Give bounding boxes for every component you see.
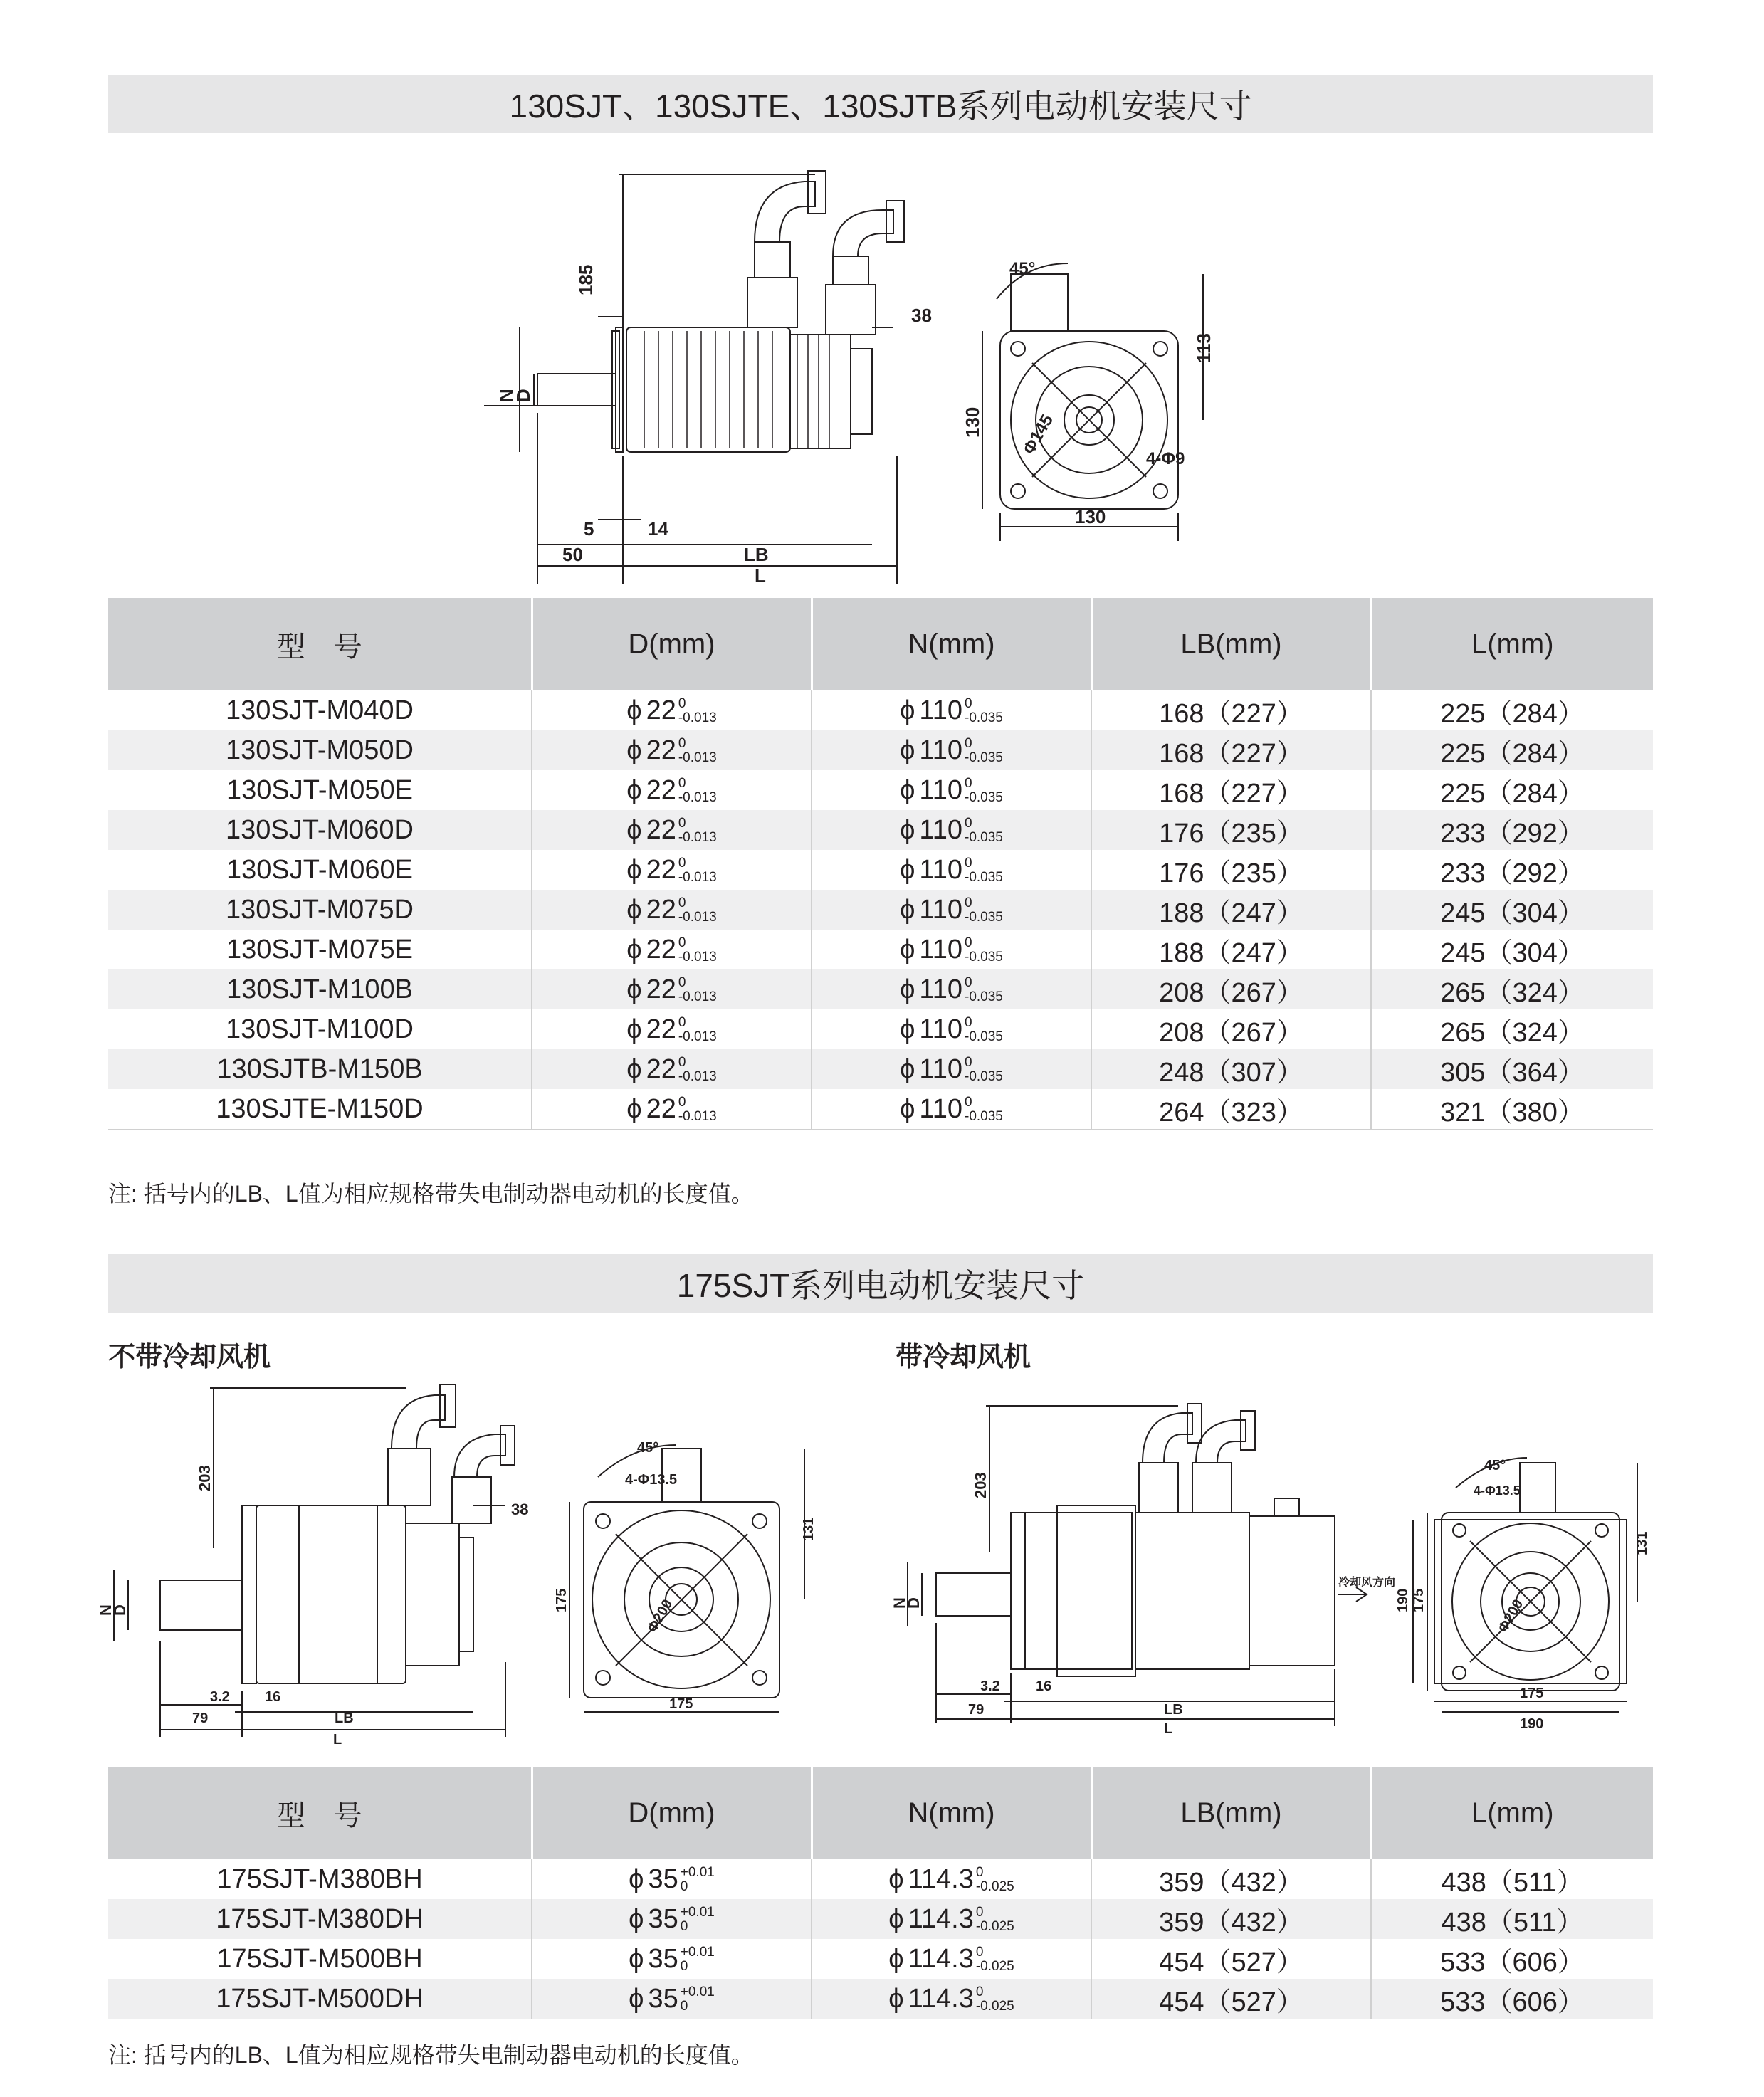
d-value: 35 xyxy=(648,1903,678,1934)
dim-L: L xyxy=(333,1732,342,1748)
dim-175-width: 175 xyxy=(1520,1686,1544,1701)
dim-190-height: 190 xyxy=(1395,1588,1411,1612)
cell-model: 130SJT-M060E xyxy=(108,850,532,890)
d-upper-tol: 0 xyxy=(678,856,686,871)
dim-4-phi9: 4-Φ9 xyxy=(1146,449,1185,468)
cell-d: ϕ 22 0 -0.013 xyxy=(532,730,812,770)
dim-79: 79 xyxy=(192,1710,209,1726)
n-lower-tol: -0.035 xyxy=(965,910,1003,925)
cell-d: ϕ 22 0 -0.013 xyxy=(532,850,812,890)
section2-title: 175SJT系列电动机安装尺寸 xyxy=(108,1254,1653,1313)
cell-d: ϕ 35 +0.01 0 xyxy=(532,1859,812,1899)
table-row xyxy=(108,770,1653,810)
table-row xyxy=(108,810,1653,850)
cell-l: 321（380） xyxy=(1371,1089,1653,1130)
n-lower-tol: -0.035 xyxy=(965,950,1003,965)
cell-lb: 248（307） xyxy=(1091,1049,1371,1089)
d-lower-tol: 0 xyxy=(680,1999,688,2014)
dim-D: D xyxy=(111,1604,129,1616)
table-header xyxy=(108,598,1653,690)
cell-n: ϕ 110 0 -0.035 xyxy=(812,850,1091,890)
cell-model: 130SJT-M100B xyxy=(108,969,532,1009)
cell-l: 265（324） xyxy=(1440,1017,1585,1048)
n-upper-tol: 0 xyxy=(975,1905,984,1920)
section1-note: 注: 括号内的LB、L值为相应规格带失电制动器电动机的长度值。 xyxy=(108,1181,754,1207)
dim-phi200: Φ200 xyxy=(644,1597,676,1636)
table-row xyxy=(108,1859,1653,1899)
d-lower-tol: -0.013 xyxy=(678,910,717,925)
d-upper-tol: 0 xyxy=(678,1015,686,1031)
cell-l: 233（292） xyxy=(1371,810,1653,850)
n-lower-tol: -0.035 xyxy=(965,870,1003,885)
dim-131: 131 xyxy=(801,1517,817,1541)
cell-n: ϕ 114.3 0 -0.025 xyxy=(812,1899,1091,1939)
n-upper-tol: 0 xyxy=(965,1095,972,1110)
header-n: N(mm) xyxy=(812,598,1091,690)
n-value: 110 xyxy=(919,974,962,1004)
d-upper-tol: +0.01 xyxy=(680,1945,715,1960)
n-upper-tol: 0 xyxy=(965,935,972,951)
n-upper-tol: 0 xyxy=(965,895,972,911)
dim-50: 50 xyxy=(562,544,583,565)
header-lb: LB(mm) xyxy=(1091,598,1371,690)
cell-model: 130SJT-M075E xyxy=(108,930,532,969)
n-value: 110 xyxy=(919,934,962,965)
dim-203: 203 xyxy=(196,1465,214,1491)
dim-LB: LB xyxy=(335,1710,354,1726)
d-lower-tol: -0.013 xyxy=(678,750,717,766)
n-lower-tol: -0.035 xyxy=(965,1029,1003,1045)
table-row xyxy=(108,850,1653,890)
dim-16: 16 xyxy=(1036,1678,1052,1694)
n-value: 114.3 xyxy=(908,1864,974,1894)
n-value: 110 xyxy=(919,774,962,805)
cell-model: 130SJT-M050E xyxy=(108,770,532,810)
cell-l: 438（511） xyxy=(1371,1899,1653,1939)
dim-130-width: 130 xyxy=(1075,506,1106,527)
header-n: N(mm) xyxy=(812,1767,1091,1859)
cell-lb: 454（527） xyxy=(1091,1979,1371,2019)
n-value: 110 xyxy=(919,854,962,885)
cell-d: ϕ 22 0 -0.013 xyxy=(532,1049,812,1089)
d-lower-tol: 0 xyxy=(680,1959,688,1975)
cell-lb: 168（227） xyxy=(1091,770,1371,810)
table-130-series xyxy=(108,598,1653,1130)
dim-4-phi13-5: 4-Φ13.5 xyxy=(1474,1483,1521,1498)
cell-l: 438（511） xyxy=(1441,1867,1584,1898)
table-row xyxy=(108,890,1653,930)
n-upper-tol: 0 xyxy=(975,1945,984,1960)
d-upper-tol: 0 xyxy=(678,935,686,951)
cell-n: ϕ 110 0 -0.035 xyxy=(812,690,1091,730)
d-value: 22 xyxy=(646,934,676,965)
d-upper-tol: 0 xyxy=(678,776,686,792)
n-value: 110 xyxy=(919,1053,962,1084)
table-row xyxy=(108,1049,1653,1089)
cell-l: 233（292） xyxy=(1440,858,1585,888)
cell-d: ϕ 35 +0.01 0 xyxy=(532,1979,812,2019)
d-value: 22 xyxy=(646,974,676,1004)
table-row xyxy=(108,930,1653,969)
d-value: 22 xyxy=(646,1014,676,1044)
drawing-175-with-fan xyxy=(893,1395,1648,1737)
n-value: 110 xyxy=(919,1014,962,1044)
table-row xyxy=(108,1899,1653,1939)
cell-l: 245（304） xyxy=(1440,937,1585,968)
cell-n: ϕ 110 0 -0.035 xyxy=(812,930,1091,969)
drawing-175-without-fan xyxy=(97,1377,819,1748)
dim-45deg: 45° xyxy=(1009,259,1036,278)
n-lower-tol: -0.035 xyxy=(965,1069,1003,1085)
cell-d: ϕ 22 0 -0.013 xyxy=(532,770,812,810)
cell-model: 130SJT-M040D xyxy=(108,690,532,730)
d-lower-tol: -0.013 xyxy=(678,950,717,965)
dim-D: D xyxy=(905,1597,923,1609)
cell-l: 245（304） xyxy=(1371,890,1653,930)
cell-l: 533（606） xyxy=(1440,1947,1585,1977)
dim-LB: LB xyxy=(744,544,769,565)
dim-203: 203 xyxy=(972,1472,989,1498)
n-upper-tol: 0 xyxy=(965,736,972,752)
d-value: 22 xyxy=(646,774,676,805)
header-l: L(mm) xyxy=(1371,1767,1653,1859)
d-lower-tol: 0 xyxy=(680,1919,688,1935)
d-lower-tol: -0.013 xyxy=(678,870,717,885)
dim-113: 113 xyxy=(1193,333,1214,363)
cell-lb: 188（247） xyxy=(1091,890,1371,930)
cell-n: ϕ 110 0 -0.035 xyxy=(812,969,1091,1009)
cell-n: ϕ 114.3 0 -0.025 xyxy=(812,1939,1091,1979)
header-model: 型 号 xyxy=(108,1767,532,1859)
dim-45deg: 45° xyxy=(1484,1458,1506,1473)
n-lower-tol: -0.025 xyxy=(975,1999,1014,2014)
cell-l: 225（284） xyxy=(1371,730,1653,770)
d-value: 22 xyxy=(646,735,676,765)
table-row xyxy=(108,690,1653,730)
dim-N: N xyxy=(495,389,517,402)
dim-79: 79 xyxy=(968,1702,985,1718)
d-upper-tol: +0.01 xyxy=(680,1905,715,1920)
n-value: 110 xyxy=(919,814,962,845)
cell-n: ϕ 110 0 -0.035 xyxy=(812,890,1091,930)
label-cooling-air-direction: 冷却风方向 xyxy=(1338,1577,1396,1589)
d-upper-tol: 0 xyxy=(678,895,686,911)
cell-lb: 208（267） xyxy=(1091,969,1371,1009)
cell-model: 175SJT-M380BH xyxy=(108,1859,532,1899)
cell-model: 130SJTB-M150B xyxy=(108,1049,532,1089)
dim-N: N xyxy=(891,1597,908,1609)
cell-n: ϕ 114.3 0 -0.025 xyxy=(812,1859,1091,1899)
table-header xyxy=(108,1767,1653,1859)
n-value: 114.3 xyxy=(908,1943,974,1974)
d-lower-tol: -0.013 xyxy=(678,710,717,726)
cell-d: ϕ 22 0 -0.013 xyxy=(532,930,812,969)
cell-n: ϕ 114.3 0 -0.025 xyxy=(812,1979,1091,2019)
n-lower-tol: -0.035 xyxy=(965,830,1003,846)
n-lower-tol: -0.035 xyxy=(965,1109,1003,1125)
d-value: 35 xyxy=(648,1943,678,1974)
header-model: 型 号 xyxy=(108,598,532,690)
section2-note: 注: 括号内的LB、L值为相应规格带失电制动器电动机的长度值。 xyxy=(108,2042,754,2068)
dim-5: 5 xyxy=(584,518,594,540)
d-value: 22 xyxy=(646,894,676,925)
n-value: 110 xyxy=(919,894,962,925)
d-lower-tol: -0.013 xyxy=(678,1109,717,1125)
dim-130-height: 130 xyxy=(962,406,983,438)
dim-L: L xyxy=(755,565,766,587)
d-upper-tol: +0.01 xyxy=(680,1865,715,1881)
cell-lb: 176（235） xyxy=(1091,850,1371,890)
dim-3-2: 3.2 xyxy=(980,1678,1000,1694)
cell-lb: 168（227） xyxy=(1091,690,1371,730)
d-value: 35 xyxy=(648,1983,678,2014)
n-upper-tol: 0 xyxy=(965,1055,972,1071)
dim-175-width: 175 xyxy=(669,1696,693,1712)
dim-131: 131 xyxy=(1634,1531,1650,1555)
n-lower-tol: -0.035 xyxy=(965,710,1003,726)
d-value: 35 xyxy=(648,1864,678,1894)
dim-LB: LB xyxy=(1164,1702,1183,1718)
dim-38: 38 xyxy=(911,305,932,326)
n-value: 110 xyxy=(919,1093,962,1124)
dim-38: 38 xyxy=(511,1501,529,1518)
cell-model: 175SJT-M500BH xyxy=(108,1939,532,1979)
cell-lb: 176（235） xyxy=(1091,810,1371,850)
n-value: 110 xyxy=(919,695,962,725)
cell-model: 130SJT-M075D xyxy=(108,890,532,930)
cell-lb: 454（527） xyxy=(1091,1939,1371,1979)
cell-l: 225（284） xyxy=(1440,778,1585,809)
cell-model: 175SJT-M380DH xyxy=(108,1899,532,1939)
n-upper-tol: 0 xyxy=(965,975,972,991)
n-upper-tol: 0 xyxy=(965,856,972,871)
dim-175-height: 175 xyxy=(554,1588,569,1612)
cell-model: 130SJT-M100D xyxy=(108,1009,532,1049)
d-upper-tol: 0 xyxy=(678,1095,686,1110)
d-upper-tol: 0 xyxy=(678,1055,686,1071)
n-upper-tol: 0 xyxy=(975,1865,984,1881)
header-lb: LB(mm) xyxy=(1091,1767,1371,1859)
dim-16: 16 xyxy=(265,1689,281,1705)
cell-d: ϕ 22 0 -0.013 xyxy=(532,1089,812,1130)
cell-d: ϕ 22 0 -0.013 xyxy=(532,890,812,930)
dim-phi200: Φ200 xyxy=(1495,1597,1527,1636)
d-lower-tol: -0.013 xyxy=(678,1029,717,1045)
table-row xyxy=(108,1979,1653,2019)
d-value: 22 xyxy=(646,695,676,725)
n-upper-tol: 0 xyxy=(965,1015,972,1031)
cell-lb: 264（323） xyxy=(1091,1089,1371,1130)
cell-lb: 208（267） xyxy=(1091,1009,1371,1049)
n-lower-tol: -0.035 xyxy=(965,989,1003,1005)
cell-model: 175SJT-M500DH xyxy=(108,1979,532,2019)
header-d: D(mm) xyxy=(532,598,812,690)
cell-lb: 359（432） xyxy=(1091,1899,1371,1939)
cell-n: ϕ 110 0 -0.035 xyxy=(812,730,1091,770)
cell-l: 265（324） xyxy=(1371,969,1653,1009)
n-value: 114.3 xyxy=(908,1983,974,2014)
n-lower-tol: -0.035 xyxy=(965,750,1003,766)
dim-185: 185 xyxy=(575,264,597,295)
cell-model: 130SJT-M050D xyxy=(108,730,532,770)
table-175-series xyxy=(108,1767,1653,2019)
n-lower-tol: -0.035 xyxy=(965,790,1003,806)
cell-n: ϕ 110 0 -0.035 xyxy=(812,1049,1091,1089)
n-upper-tol: 0 xyxy=(965,816,972,831)
d-value: 22 xyxy=(646,814,676,845)
d-upper-tol: 0 xyxy=(678,736,686,752)
table-row xyxy=(108,969,1653,1009)
cell-l: 225（284） xyxy=(1440,698,1585,729)
d-value: 22 xyxy=(646,1053,676,1084)
d-lower-tol: -0.013 xyxy=(678,830,717,846)
header-l: L(mm) xyxy=(1371,598,1653,690)
n-value: 114.3 xyxy=(908,1903,974,1934)
n-upper-tol: 0 xyxy=(975,1985,984,2000)
dim-14: 14 xyxy=(648,518,668,540)
cell-model: 130SJT-M060D xyxy=(108,810,532,850)
dim-L: L xyxy=(1164,1721,1173,1737)
dim-D: D xyxy=(513,389,534,402)
d-upper-tol: 0 xyxy=(678,816,686,831)
cell-n: ϕ 110 0 -0.035 xyxy=(812,810,1091,850)
dim-4-phi13-5: 4-Φ13.5 xyxy=(625,1472,678,1488)
dim-45deg: 45° xyxy=(637,1440,659,1456)
d-value: 22 xyxy=(646,1093,676,1124)
n-upper-tol: 0 xyxy=(965,776,972,792)
d-lower-tol: -0.013 xyxy=(678,989,717,1005)
cell-n: ϕ 110 0 -0.035 xyxy=(812,1009,1091,1049)
drawing-130-series xyxy=(456,157,1239,598)
cell-n: ϕ 110 0 -0.035 xyxy=(812,770,1091,810)
label-with-fan: 带冷却风机 xyxy=(896,1342,1031,1372)
n-lower-tol: -0.025 xyxy=(975,1919,1014,1935)
cell-d: ϕ 22 0 -0.013 xyxy=(532,969,812,1009)
cell-lb: 359（432） xyxy=(1091,1859,1371,1899)
cell-l: 305（364） xyxy=(1371,1049,1653,1089)
d-lower-tol: 0 xyxy=(680,1879,688,1895)
cell-d: ϕ 22 0 -0.013 xyxy=(532,1009,812,1049)
cell-lb: 168（227） xyxy=(1091,730,1371,770)
n-lower-tol: -0.025 xyxy=(975,1959,1014,1975)
cell-d: ϕ 35 +0.01 0 xyxy=(532,1939,812,1979)
cell-lb: 188（247） xyxy=(1091,930,1371,969)
d-value: 22 xyxy=(646,854,676,885)
label-without-fan: 不带冷却风机 xyxy=(108,1342,271,1372)
d-upper-tol: 0 xyxy=(678,975,686,991)
section1-title: 130SJT、130SJTE、130SJTB系列电动机安装尺寸 xyxy=(108,75,1653,133)
cell-d: ϕ 22 0 -0.013 xyxy=(532,690,812,730)
dim-N: N xyxy=(97,1604,115,1616)
table-row xyxy=(108,1009,1653,1049)
cell-d: ϕ 35 +0.01 0 xyxy=(532,1899,812,1939)
cell-d: ϕ 22 0 -0.013 xyxy=(532,810,812,850)
dim-175-height: 175 xyxy=(1411,1588,1427,1612)
cell-l: 533（606） xyxy=(1371,1979,1653,2019)
dim-190-width: 190 xyxy=(1520,1716,1544,1732)
table-row xyxy=(108,1939,1653,1979)
n-value: 110 xyxy=(919,735,962,765)
d-lower-tol: -0.013 xyxy=(678,790,717,806)
dim-phi145: Φ145 xyxy=(1019,411,1058,458)
d-upper-tol: +0.01 xyxy=(680,1985,715,2000)
n-upper-tol: 0 xyxy=(965,696,972,712)
dim-3-2: 3.2 xyxy=(210,1689,230,1705)
d-upper-tol: 0 xyxy=(678,696,686,712)
d-lower-tol: -0.013 xyxy=(678,1069,717,1085)
n-lower-tol: -0.025 xyxy=(975,1879,1014,1895)
header-d: D(mm) xyxy=(532,1767,812,1859)
cell-n: ϕ 110 0 -0.035 xyxy=(812,1089,1091,1130)
table-row xyxy=(108,1089,1653,1130)
table-row xyxy=(108,730,1653,770)
cell-model: 130SJTE-M150D xyxy=(108,1089,532,1130)
